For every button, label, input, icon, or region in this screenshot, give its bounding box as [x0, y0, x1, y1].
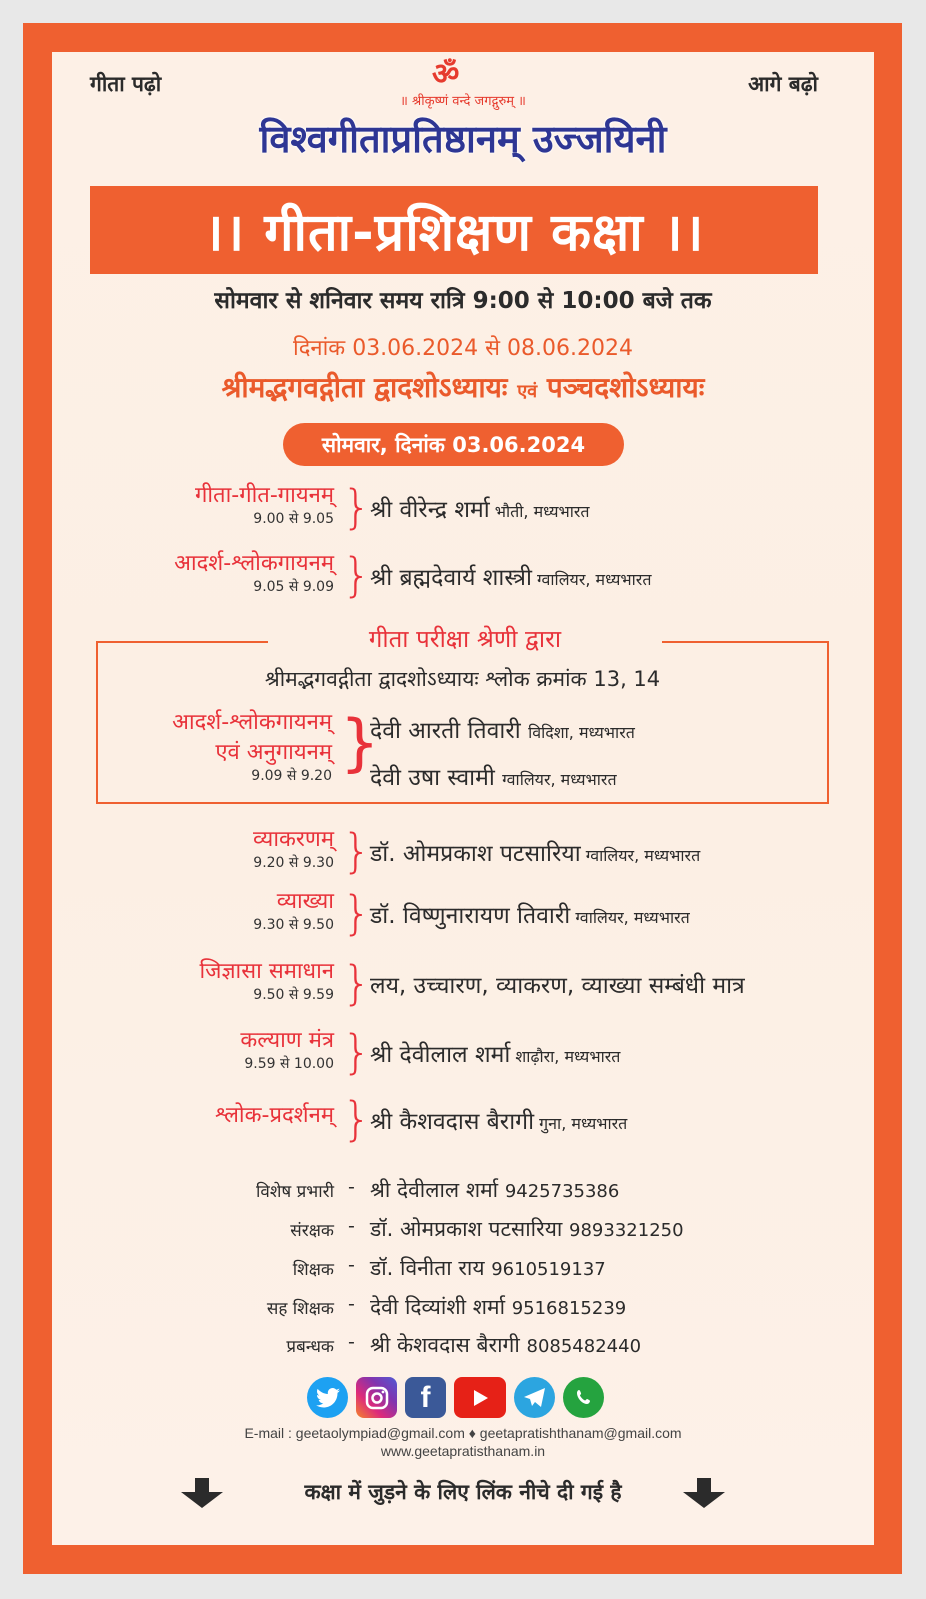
curly-brace-icon: } [342, 1092, 372, 1146]
exam-session-label [96, 708, 332, 784]
class-timing: सोमवार से शनिवार समय रात्रि 9:00 से 10:00 बजे तक [214, 288, 712, 314]
day-date-pill [283, 423, 624, 466]
slogan-right: आगे बढ़ो [748, 72, 818, 96]
day-date-label: सोमवार, दिनांक 03.06.2024 [321, 432, 586, 457]
separator: - [348, 1254, 355, 1276]
session-time: 9.50 से 9.59 [253, 987, 334, 1003]
session-label: व्याकरणम् [253, 827, 334, 852]
presenter-place: ग्वालियर, मध्यभारत [585, 846, 701, 865]
contact-row [60, 1215, 860, 1251]
contact-name: श्री देवीलाल शर्मा [370, 1178, 499, 1202]
schedule-row [60, 482, 860, 538]
session-label: जिज्ञासा समाधान [199, 959, 334, 984]
contact-phone[interactable]: 9893321250 [569, 1220, 684, 1241]
curly-brace-icon: } [342, 548, 372, 602]
schedule-row [60, 550, 860, 606]
contact-role: संरक्षक [290, 1221, 334, 1241]
facebook-icon[interactable]: f [405, 1377, 446, 1418]
separator: - [348, 1293, 355, 1315]
invocation: ॥ श्रीकृष्णं वन्दे जगद्गुरुम् ॥ [400, 94, 526, 109]
presenter-name: श्री देवीलाल शर्मा [370, 1042, 511, 1068]
contact-row [60, 1176, 860, 1212]
contact-phone[interactable]: 9516815239 [511, 1298, 627, 1319]
slogan-left: गीता पढ़ो [90, 72, 162, 96]
curly-brace-icon: } [342, 824, 372, 878]
contact-name: श्री केशवदास बैरागी [370, 1333, 520, 1357]
contact-name: डॉ. ओमप्रकाश पटसारिया [370, 1217, 563, 1241]
session-time: 9.05 से 9.09 [253, 579, 334, 595]
performer-name: देवी आरती तिवारी [370, 718, 521, 744]
presenter-name: श्री वीरेन्द्र शर्मा [370, 497, 490, 523]
date-range: दिनांक 03.06.2024 से 08.06.2024 [293, 336, 633, 361]
banner-title: ।। गीता-प्रशिक्षण कक्षा ।। [203, 202, 705, 263]
schedule-row [60, 958, 860, 1014]
presenter-name: श्री ब्रह्मदेवार्य शास्त्री [370, 565, 532, 591]
curly-brace-icon: } [342, 1025, 372, 1079]
exam-section-heading: गीता परीक्षा श्रेणी द्वारा [368, 625, 562, 653]
presenter-place: गुना, मध्यभारत [539, 1114, 628, 1133]
separator: - [348, 1331, 355, 1353]
chapters-and: एवं [517, 381, 538, 402]
session-label: व्याख्या [276, 889, 334, 914]
presenter-place: भौती, मध्यभारत [494, 502, 590, 521]
schedule-row [60, 1027, 860, 1083]
presenter-place: शाढ़ौरा, मध्यभारत [515, 1047, 621, 1066]
exam-performer [370, 713, 635, 745]
contact-phone[interactable]: 9425735386 [504, 1181, 620, 1202]
contact-row [60, 1254, 860, 1290]
website-link[interactable]: www.geetapratisthanam.in [380, 1443, 546, 1459]
exam-label-line1: आदर्श-श्लोकगायनम् [172, 710, 332, 735]
presenter-name: डॉ. विष्णुनारायण तिवारी [370, 903, 571, 929]
email-addresses[interactable]: E-mail : geetaolympiad@gmail.com ♦ geetapratishthanam@gmail.com [244, 1425, 682, 1441]
session-label: आदर्श-श्लोकगायनम् [174, 551, 334, 576]
contact-row [60, 1331, 860, 1367]
session-time: 9.00 से 9.05 [253, 511, 334, 527]
exam-performer [370, 760, 617, 792]
exam-section-subheading: श्रीमद्भगवद्गीता द्वादशोऽध्यायः श्लोक क्रमांक 13, 14 [264, 667, 661, 691]
contact-phone[interactable]: 8085482440 [526, 1336, 642, 1357]
session-time: 9.20 से 9.30 [253, 855, 334, 871]
contact-name: देवी दिव्यांशी शर्मा [370, 1295, 506, 1319]
separator: - [348, 1215, 355, 1237]
contact-row [60, 1293, 860, 1329]
performer-name: देवी उषा स्वामी [370, 765, 495, 791]
session-label: गीता-गीत-गायनम् [194, 483, 334, 508]
chapters-title [60, 368, 866, 406]
session-description: लय, उच्चारण, व्याकरण, व्याख्या सम्बंधी मात्र [370, 973, 745, 999]
om-icon: ॐ [432, 57, 460, 92]
chapter-15: पञ्चदशोऽध्यायः [537, 371, 705, 404]
social-icons [307, 1377, 604, 1418]
curly-brace-icon: } [342, 956, 372, 1010]
telegram-icon[interactable] [514, 1377, 555, 1418]
divider [662, 641, 829, 643]
chapter-12: श्रीमद्भगवद्गीता द्वादशोऽध्यायः [221, 371, 518, 404]
arrow-down-icon [683, 1478, 725, 1508]
schedule-row [60, 888, 860, 944]
contact-role: शिक्षक [292, 1260, 334, 1280]
session-label: कल्याण मंत्र [240, 1028, 334, 1053]
divider [96, 641, 268, 643]
presenter-place: ग्वालियर, मध्यभारत [575, 908, 690, 927]
contact-name: डॉ. विनीता राय [370, 1256, 485, 1280]
whatsapp-icon[interactable] [563, 1377, 604, 1418]
contact-phone[interactable]: 9610519137 [491, 1259, 606, 1280]
separator: - [348, 1176, 355, 1198]
presenter-place: ग्वालियर, मध्यभारत [537, 570, 652, 589]
twitter-icon[interactable] [307, 1377, 348, 1418]
session-time: 9.30 से 9.50 [253, 917, 334, 933]
performer-place: ग्वालियर, मध्यभारत [502, 770, 617, 789]
contact-role: सह शिक्षक [266, 1299, 334, 1319]
curly-brace-icon: } [342, 886, 372, 940]
organization-title: विश्वगीताप्रतिष्ठानम् उज्जयिनी [259, 117, 667, 161]
class-banner [90, 186, 818, 274]
youtube-icon[interactable] [454, 1377, 506, 1418]
contact-role: विशेष प्रभारी [255, 1182, 334, 1202]
schedule-row [60, 826, 860, 882]
session-label: श्लोक-प्रदर्शनम् [214, 1103, 334, 1128]
join-link-note: कक्षा में जुड़ने के लिए लिंक नीचे दी गई है [304, 1480, 622, 1504]
curly-brace-icon: } [340, 706, 380, 779]
schedule-row [60, 1094, 860, 1150]
performer-place: विदिशा, मध्यभारत [528, 723, 635, 742]
session-time: 9.59 से 10.00 [244, 1056, 334, 1072]
presenter-name: श्री कैशवदास बैरागी [370, 1109, 535, 1135]
presenter-name: डॉ. ओमप्रकाश पटसारिया [370, 841, 581, 867]
curly-brace-icon: } [342, 480, 372, 534]
exam-label-line2: एवं अनुगायनम् [215, 740, 332, 765]
session-time: 9.09 से 9.20 [251, 768, 332, 784]
instagram-icon[interactable] [356, 1377, 397, 1418]
contact-role: प्रबन्धक [286, 1337, 334, 1357]
